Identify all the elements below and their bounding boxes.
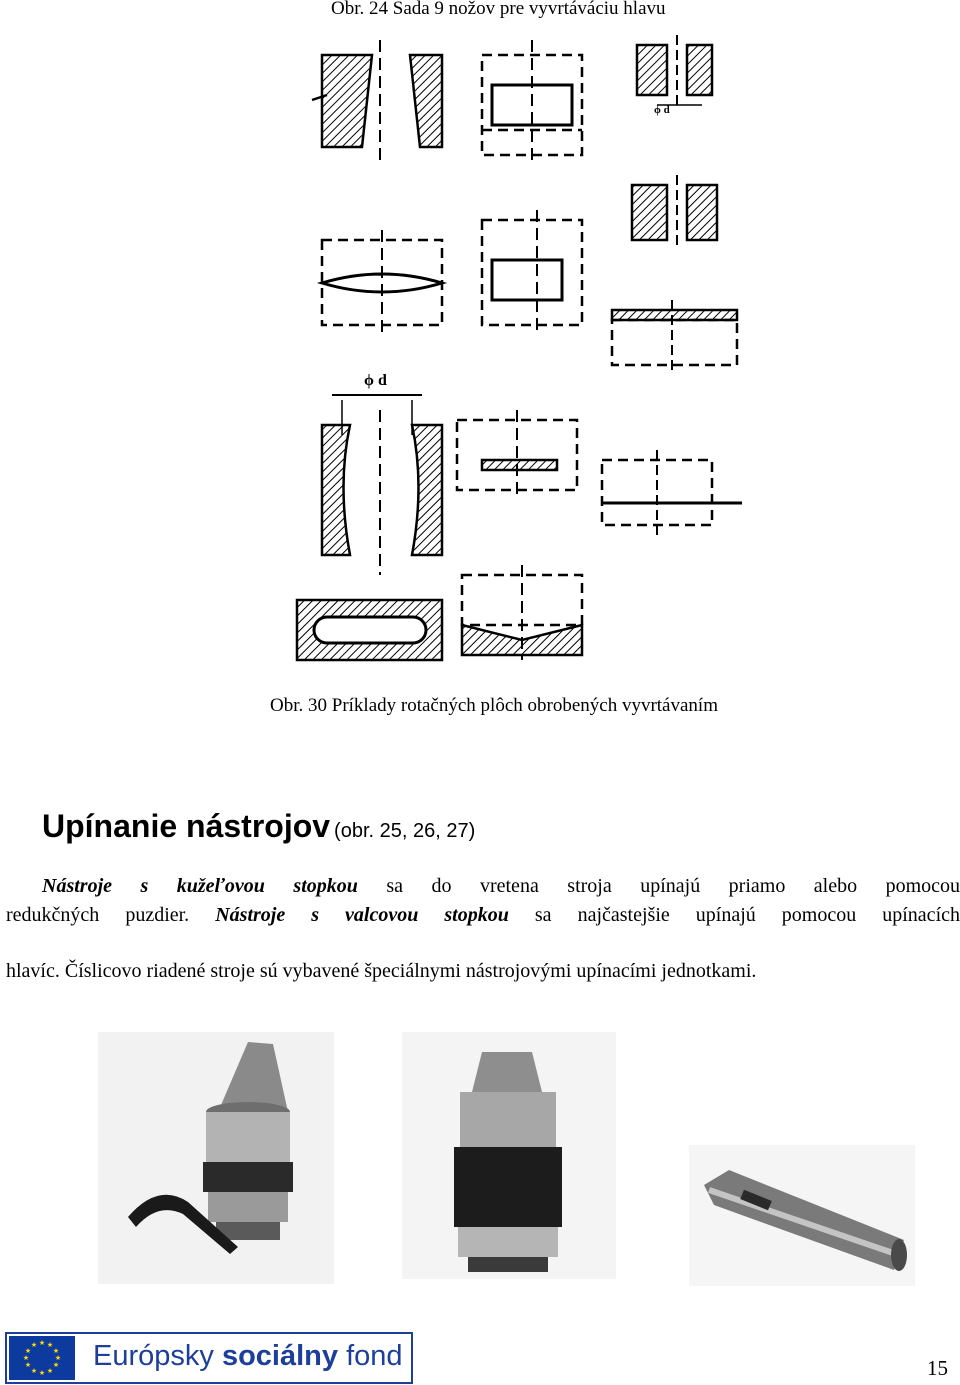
svg-text:★: ★ [52, 1347, 60, 1355]
drawing-flat-recess [457, 410, 577, 500]
svg-text:★: ★ [52, 1361, 60, 1369]
keyless-chuck-photo [402, 1032, 616, 1279]
drawing-rectangular-recess [482, 210, 582, 335]
eu-flag-icon [9, 1336, 75, 1380]
term-cylindrical-shank: Nástroje s valcovou stopkou [215, 904, 509, 926]
figure-caption-fig30: Obr. 30 Príklady rotačných plôch obrobených vyvrtávaním [270, 695, 718, 716]
svg-text:★: ★ [54, 1354, 62, 1362]
svg-text:★: ★ [38, 1339, 46, 1347]
drawing-tapered-bore [312, 40, 442, 160]
eu-fund-text [93, 1340, 403, 1373]
drill-chuck-photo [98, 1032, 334, 1284]
drawing-curved-bore [322, 395, 442, 575]
drawing-internal-groove [482, 40, 582, 163]
figure-caption-top: Obr. 24 Sada 9 nožov pre vyvrtáváciu hlavu [331, 0, 666, 19]
heading-title: Upínanie nástrojov [42, 808, 331, 844]
heading-figure-ref: (obr. 25, 26, 27) [334, 820, 476, 842]
dimension-label-small: ϕ d [654, 104, 670, 116]
svg-text:★: ★ [38, 1369, 46, 1377]
eu-social-fund-banner [5, 1332, 413, 1384]
paragraph-line-3: hlavíc. Číslicovo riadené stroje sú vybavené špeciálnymi nástrojovými upínacími jednotkami. [6, 960, 757, 982]
svg-text:★: ★ [24, 1361, 32, 1369]
paragraph-text-3: sa najčastejšie upínajú pomocou upínacích [534, 904, 960, 926]
eu-text-bold: sociálny [221, 1340, 339, 1372]
svg-text:★: ★ [30, 1367, 38, 1375]
paragraph-line-1 [42, 872, 960, 901]
eu-text-regular: Európsky [93, 1340, 214, 1372]
paragraph-text-2: redukčných puzdier. [6, 904, 190, 926]
svg-text:★: ★ [46, 1367, 54, 1375]
reduction-sleeve-photo [689, 1145, 915, 1286]
svg-text:★: ★ [24, 1347, 32, 1355]
drawing-cylindrical-bore [632, 35, 717, 250]
paragraph-line-2 [6, 901, 960, 930]
dimension-label: ϕ d [364, 372, 387, 389]
drawing-rounded-slot [297, 600, 442, 660]
page-number: 15 [927, 1356, 948, 1380]
svg-text:★: ★ [22, 1354, 30, 1362]
bored-surfaces-figure [292, 35, 752, 665]
svg-text:★: ★ [46, 1341, 54, 1349]
drawing-face-groove [612, 300, 737, 375]
drawing-slot [602, 450, 742, 535]
paragraph-text-1: sa do vretena stroja upínajú priamo alebo pomocou [386, 875, 960, 897]
term-taper-shank: Nástroje s kužeľovou stopkou [42, 875, 358, 897]
drawing-conical-recess [462, 565, 582, 660]
eu-text-end: fond [346, 1340, 403, 1372]
svg-text:★: ★ [30, 1341, 38, 1349]
drawing-elongated-groove [322, 230, 442, 335]
section-heading [42, 808, 475, 845]
